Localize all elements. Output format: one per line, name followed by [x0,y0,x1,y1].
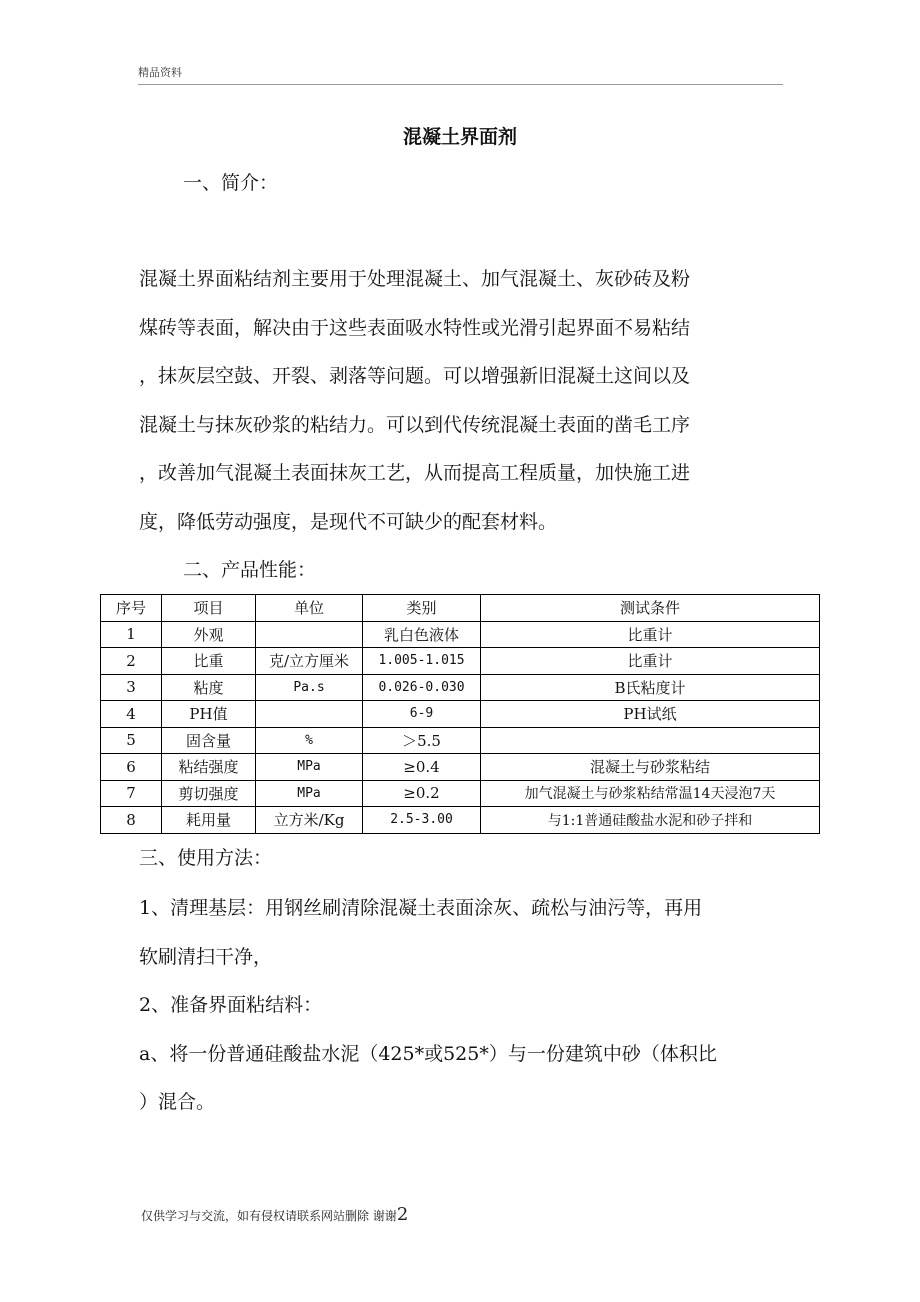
header-label: 精品资料 [138,66,182,79]
table-cell: 剪切强度 [162,780,256,807]
table-cell [256,621,363,648]
text-line: 混凝土与抹灰砂浆的粘结力。可以到代传统混凝土表面的凿毛工序 [139,413,691,436]
table-cell: 6-9 [363,701,481,728]
table-row [101,621,820,648]
table-cell: 1.005-1.015 [363,648,481,675]
table-cell: 固含量 [162,727,256,754]
table-cell: 粘度 [162,674,256,701]
text-line: ，抹灰层空鼓、开裂、剥落等问题。可以增强新旧混凝土这间以及 [139,365,691,387]
column-header: 项目 [162,595,256,622]
column-header: 测试条件 [481,595,820,622]
table-row [101,674,820,701]
table-cell: 比重 [162,648,256,675]
table-cell: 粘结强度 [162,754,256,781]
table-cell: ＞5.5 [363,727,481,754]
table-cell: 加气混凝土与砂浆粘结常温14天浸泡7天 [481,780,820,807]
table-cell [256,701,363,728]
section-heading-performance: 二、产品性能： [183,559,317,581]
table-cell: ≥0.4 [363,754,481,781]
text-line: 软刷清扫干净， [139,945,273,968]
text-line: 1、清理基层：用钢丝刷清除混凝土表面涂灰、疏松与油污等，再用 [139,897,703,919]
table-cell: 8 [101,807,162,834]
table-row [101,648,820,675]
text-line: 度，降低劳动强度，是现代不可缺少的配套材料。 [139,510,558,533]
table-cell: 6 [101,754,162,781]
column-header: 单位 [256,595,363,622]
text-line: a、将一份普通硅酸盐水泥（425*或525*）与一份建筑中砂（体积比 [139,1042,717,1065]
table-cell: 比重计 [481,648,820,675]
text-line: 混凝土界面粘结剂主要用于处理混凝土、加气混凝土、灰砂砖及粉 [139,268,691,290]
table-cell: 0.026-0.030 [363,674,481,701]
table-cell: 外观 [162,621,256,648]
table-cell: 2.5-3.00 [363,807,481,834]
table-cell: PH值 [162,701,256,728]
footer-note: 仅供学习与交流，如有侵权请联系网站删除 谢谢 [141,1209,397,1223]
section-heading-usage: 三、使用方法： [139,847,273,869]
intro-paragraph [139,255,690,546]
page-footer [141,1204,408,1225]
usage-paragraph [139,884,717,1127]
table-cell: 3 [101,674,162,701]
column-header: 类别 [363,595,481,622]
table-cell: MPa [256,780,363,807]
table-cell: 2 [101,648,162,675]
table-cell: 与1:1普通硅酸盐水泥和砂子拌和 [481,807,820,834]
table-cell: 混凝土与砂浆粘结 [481,754,820,781]
page-number: 2 [396,1204,409,1225]
table-cell: Pa.s [256,674,363,701]
document-title: 混凝土界面剂 [402,126,517,148]
table-cell: 乳白色液体 [363,621,481,648]
table-cell: 1 [101,621,162,648]
table-row [101,780,820,807]
table-cell: 5 [101,727,162,754]
table-row [101,701,820,728]
performance-table [100,594,820,834]
table-row [101,754,820,781]
table-cell: 耗用量 [162,807,256,834]
table-row [101,727,820,754]
section-heading-intro: 一、简介： [183,172,279,194]
table-cell: B氏粘度计 [481,674,820,701]
table-cell: MPa [256,754,363,781]
table-cell: PH试纸 [481,701,820,728]
text-line: 煤砖等表面，解决由于这些表面吸水特性或光滑引起界面不易粘结 [139,316,691,339]
table-header-row [101,595,820,622]
table-cell: 4 [101,701,162,728]
text-line: ，改善加气混凝土表面抹灰工艺，从而提高工程质量，加快施工进 [139,462,691,484]
table-cell: 立方米/Kg [256,807,363,834]
page-header [138,64,783,85]
text-line: 2、准备界面粘结料： [139,994,323,1016]
table-cell: % [256,727,363,754]
table-cell: ≥0.2 [363,780,481,807]
table-cell: 克/立方厘米 [256,648,363,675]
table-cell: 7 [101,780,162,807]
table-cell [481,727,820,754]
table-cell: 比重计 [481,621,820,648]
text-line: ）混合。 [139,1091,216,1113]
column-header: 序号 [101,595,162,622]
table-row [101,807,820,834]
